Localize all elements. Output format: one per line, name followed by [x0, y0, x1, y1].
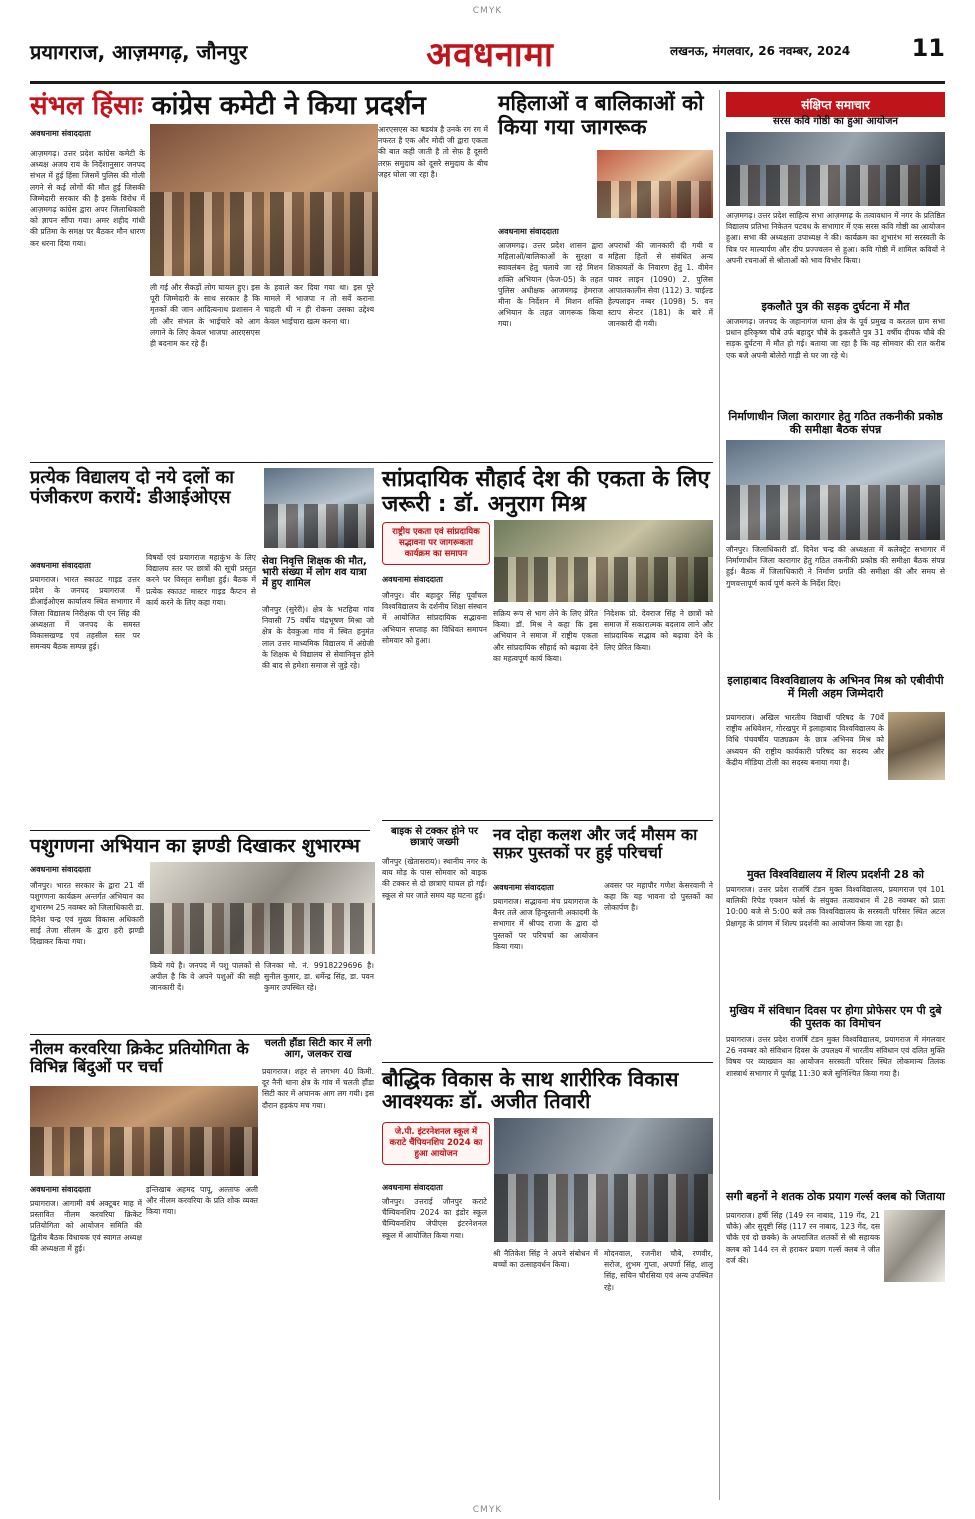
story11-photo: [494, 1118, 713, 1242]
brief3-photo: [726, 440, 945, 540]
story6-photo: [150, 862, 375, 954]
story11-col3: मोदनवाल, रजनीश चौबे, रणवीर, सरोज, शुभम गुप्ता, अपर्णा सिंह, शालू सिंह, सचिन चौरसिया एवं अन्य उपस्थित रहे।: [604, 1249, 713, 1292]
story9-headline: नीलम करवरिया क्रिकेट प्रतियोगिता के विभिन्न बिंदुओं पर चर्चा: [30, 1039, 249, 1076]
story2-col1: आजमगढ़। उत्तर प्रदेश शासन द्वारा महिलाओं/बालिकाओं के सुरक्षा व स्वावलंबन हेतु चलाये जा रहे मिशन शक्ति अभियान (फेज-05) के तहत पुलिस अधीक्षक आजमगढ़ हेमराज मीना के निर्देशन में मिशन शक्ति अभियान के तहत जागरूक किया गया।: [498, 241, 603, 329]
page-number: 11: [911, 34, 945, 62]
newspaper-logo: अवधनामा: [426, 35, 554, 75]
story3-photo: [264, 468, 374, 548]
story3-byline: अवधनामा संवाददाता: [30, 561, 91, 570]
story7-text: जौनपुर (खेतासराय)। स्थानीय नगर के बाय मोड़ के पास सोमवार को बाइक की टक्कर से दो छात्राएं घायल हो गईं। स्कूल से घर जाते समय यह घटना हुई।: [382, 857, 487, 900]
brief6-title: मुखिय में संविधान दिवस पर होगा प्रोफेसर एम पी दुबे की पुस्तक का विमोचन: [729, 1004, 942, 1031]
story6-col2: किये गये है। जनपद में पशु पालकों से अपील है कि वे अपने पशुओं की सही जानकारी दें।: [150, 961, 260, 993]
story4-headline: सेवा निवृत्ति शिक्षक की मौत, भारी संख्या में लोग शव यात्रा में हुए शामिल: [262, 556, 367, 590]
brief1-photo: [726, 132, 945, 206]
story1-col4: आरएसएस का षडयंत्र है उनके रग रग में नफरत है एक और मोदी जी द्वारा एकता की बात कही जाती है तो सेफ़ है दूसरी तरफ़ समुदाय को दूसरे समुदाय के बीच जहर घोला जा रहा है।: [378, 124, 488, 458]
story1-col1: आज़मगढ़। उत्तर प्रदेश कांग्रेस कमेटी के अध्यक्ष अजय राय के निर्देशानुसार जनपद संभल में हुई हिंसा जिसमें पुलिस की गोली लगने से कई लोगों की मौत हुई जिसकी जिम्मेदारी सरकार की है इसके विरोध में आज़मगढ़ कांग्रेस द्वारा अपर जिलाधिकारी को ज्ञापन सौंपा गया। अमर शहीद गांधी की प्रतिमा के समक्ष पर बैठकर मौन धारण कर धरना दिया गया।: [30, 149, 145, 248]
brief7-photo: [884, 1210, 945, 1282]
story11-headline: बौद्धिक विकास के साथ शारीरिक विकास आवश्यकः डॉ. अजीत तिवारी: [382, 1067, 679, 1114]
story6-col1: जौनपुर। भारत सरकार के द्वारा 21 वीं पशुगणना कार्यक्रम अन्तर्गत अभियान का शुभारम्भ 25 नवम्बर को जिलाधिकारी डा. दिनेश चन्द्र एवं मुख्य विकास अधिकारी साई तेजा सीलम के द्वारा हरी झण्डी दिखाकर किया गया।: [30, 881, 144, 947]
story3-col1: प्रयागराज। भारत स्काउट गाइड उत्तर प्रदेश के जनपद प्रयागराज में डीआईओएस कार्यालय स्थित सभागार में जिला विद्यालय निरीक्षक पी एन सिंह की अध्यक्षता में जनपद के समस्त विकासखण्ड एवं तहसील स्तर पर समन्वय बैठक सम्पन्न हुई।: [30, 575, 140, 652]
masthead: [30, 30, 945, 84]
story2-headline: महिलाओं व बालिकाओं को किया गया जागरूक: [498, 91, 704, 139]
story8-headline: नव दोहा कलश और जर्द मौसम का सफ़र पुस्तकों पर हुई परिचर्चा: [493, 825, 698, 862]
brief6-text: प्रयागराज। उत्तर प्रदेश राजर्षि टंडन मुक्त विश्वविद्यालय, प्रयागराज में मंगलवार 26 नवम्बर को संविधान दिवस के उपलक्ष्य में भारतीय संविधान एवं दलित मुक्ति विषय पर व्याख्यान का आयोजन सरस्वती परिसर स्थित लोकमान्य तिलक शास्त्रार्थ सभागार में पूर्वाह्न 11:30 बजे सुनिश्चित किया गया है।: [726, 1035, 945, 1078]
story3-headline: प्रत्येक विद्यालय दो नये दलों का पंजीकरण करायें: डीआईओएस: [30, 467, 234, 509]
brief7-title: सगी बहनों ने शतक ठोक प्रयाग गर्ल्स क्लब को जिताया: [726, 1190, 945, 1203]
brief3-text: जौनपुर। जिलाधिकारी डॉ. दिनेश चन्द्र की अध्यक्षता में कलेक्ट्रेट सभागार में निर्माणाधीन जिला कारागार हेतु गठित तकनीकी प्रकोष्ठ की समीक्षा बैठक संपन्न हुई। बैठक में जिलाधिकारी ने निर्माण प्रगति की समीक्षा की और समय से गुणवत्तापूर्ण कार्य पूर्ण करने के निर्देश दिए।: [726, 545, 945, 588]
brief4-portrait: [888, 712, 945, 780]
dateline: लखनऊ, मंगलवार, 26 नवम्बर, 2024: [670, 44, 851, 58]
brief3-title: निर्माणाधीन जिला कारागार हेतु गठित तकनीकी प्रकोष्ठ की समीक्षा बैठक संपन्न: [728, 410, 943, 437]
brief4-title: इलाहाबाद विश्वविद्यालय के अभिनव मिश्र को एबीवीपी में मिली अहम जिम्मेदारी: [727, 674, 944, 701]
story4-text: जौनपुर (सुरेरी)। क्षेत्र के भटहिया गांव निवासी 75 वर्षीय चंद्रभूषण मिश्रा जो क्षेत्र के देवकुआ गांव में स्थित हनुमंत लाल उत्तर माध्यमिक विद्यालय में अंग्रेजी के शिक्षक थे विद्यालय से सेवानिवृत्त होने की बाद से हमेशा समाज से जुड़े रहे।: [262, 605, 374, 671]
story3-col2: विषयों एवं प्रयागराज महाकुंभ के लिए विद्यालय स्तर पर छात्रों की सूची प्रस्तुत करने पर विस्तृत समीक्षा हुई। बैठक में प्रत्येक स्काउट मास्टर गाइड कैप्टन से कार्य करने के लिए कहा गया।: [146, 553, 256, 607]
story2-col2: अपराधों की जानकारी दी गयी व महिला हितों से संबंधित अन्य शिकायतों के निवारण हेतु 1. वीमेन पावर लाइन (1090) 2. पुलिस आपातकालीन सेवा (112) 3. चाईल्ड हेल्पलाइन नम्बर (1098) 5. वन स्टाप सेन्टर (181) के बारे में जानकारी दी गयी।: [608, 241, 713, 329]
story5-col3: निदेशक प्रो. देवराज सिंह ने छात्रों को समाज में सकारात्मक बदलाव लाने और सांप्रदायिक सद्भाव को बढ़ावा देने के लिए प्रेरित किया।: [604, 609, 713, 652]
story9-col1: प्रयागराज। आगामी वर्ष अक्टूबर माह में प्रस्तावित नीलम करवरिया क्रिकेट प्रतियोगिता को आयोजन समिति की द्वितीय बैठक विधायक एवं स्वागत अध्यक्ष की अध्यक्षता में हुई।: [30, 1199, 142, 1253]
story5-col1: जौनपुर। वीर बहादुर सिंह पूर्वांचल विश्वविद्यालय के दर्शनीय शिक्षा संस्थान में आयोजित सांप्रदायिक सद्भावना अभियान सप्ताह का विधिवत समापन सोमवार को हुआ।: [382, 591, 487, 645]
brief7-text: प्रयागराज। हर्षी सिंह (149 रन नाबाद, 119 गेंद, 21 चौके) और सुदृष्टी सिंह (117 रन नाबाद, 123 गेंद, दस चौके एवं दो छक्के) के अपराजित शतकों से श्री सहायक क्लब को 144 रन से हराकर प्रयाग गर्ल्स क्लब ने जीत दर्ज की।: [726, 1211, 880, 1265]
brief2-text: आजमगढ़। जनपद के जहानागंज थाना क्षेत्र के पूर्व प्रमुख व करतल ग्राम सभा प्रधान हरिकृष्ण चौबे उर्फ बहादुर चौबे के इकलौते पुत्र 31 वर्षीय दीपक चौबे की सड़क दुर्घटना में मौत हो गई। बताया जा रहा है कि वह सोमवार की रात करीब एक बजे अपनी बोलेरो गाड़ी से घर जा रहे थे।: [726, 317, 945, 360]
sidebar-divider: [719, 90, 720, 1500]
brief-news-header: संक्षिप्त समाचार: [726, 92, 945, 117]
story10-headline: चलती हौंडा सिटी कार में लगी आग, जलकर राख: [264, 1038, 372, 1061]
story5-photo: [494, 520, 713, 602]
story1-col2: ली गई और सैकड़ों लोग घायल हुए। इस पूरी जिम्मेदारी के साथ सरकार है कि मृतकों की जान आदित्यनाथ प्रशासन ने ली और संभल के भाईचारे को आग लगाने के लिए केवल भाजपा आरएसएस ही बदनाम कर रहे हैं।: [150, 283, 260, 349]
story9-photo: [30, 1086, 258, 1176]
story1-byline: अवधनामा संवाददाता: [30, 129, 91, 138]
story11-highlight: जे.पी. इंटरनेशनल स्कूल में कराटे चैंपियनशिप 2024 का हुआ आयोजन: [382, 1122, 490, 1165]
story6-col3: जिनका मो. नं. 9918229696 है। सुनील कुमार, डा. धर्मेन्द्र सिंह, डा. पवन कुमार उपस्थित रहे।: [264, 961, 374, 993]
brief1-title: सरस कवि गोष्ठी का हुआ आयोजन: [773, 116, 898, 127]
story2-photo: [597, 150, 713, 218]
story8-col2: अवसर पर महापौर गणेश केसरवानी ने कहा कि यह भावना दो पुस्तकों का लोकार्पण है।: [604, 881, 713, 913]
section-rule-5: [382, 1062, 713, 1063]
section-rule-4: [30, 1034, 370, 1035]
cmyk-mark-bottom: CMYK: [472, 1505, 503, 1515]
brief2-title: इकलौते पुत्र की सड़क दुर्घटना में मौत: [761, 300, 910, 313]
story1-headline: संभल हिंसाः कांग्रेस कमेटी ने किया प्रदर्शन: [30, 91, 426, 121]
story6-headline: पशुगणना अभियान का झण्डी दिखाकर शुभारम्भ: [30, 835, 360, 857]
story7-headline: बाइक से टक्कर होने पर छात्राएं जख्मी: [390, 826, 479, 849]
story1-col3: के हवाले कर दिया गया था। इस पूरे मामले में भाजपा न तो सर्वे कराना चाहती थी न ही रोकना उसका उद्देश्य केवल भाईचारा खत्म करना था।: [264, 283, 374, 326]
story11-byline: अवधनामा संवाददाता: [382, 1183, 443, 1192]
section-rule-1: [30, 462, 713, 463]
story8-byline: अवधनामा संवाददाता: [493, 883, 554, 892]
story5-byline: अवधनामा संवाददाता: [382, 575, 443, 584]
brief5-text: प्रयागराज। उत्तर प्रदेश राजर्षि टंडन मुक्त विश्वविद्यालय, प्रयागराज एवं 101 बालिकी रिपेड एक्शन फोर्स के संयुक्त तत्वावधान में 28 नवम्बर को प्रातः 10:00 बजे से 5:00 बजे तक विश्वविद्यालय के सरस्वती परिसर स्थित अटल प्रेक्षागृह के प्रांगण में शिल्प प्रदर्शनी का आयोजन किया जा रहा है।: [726, 885, 945, 928]
cmyk-mark-top: CMYK: [472, 6, 503, 16]
edition-name: प्रयागराज, आज़मगढ़, जौनपुर: [30, 40, 248, 64]
story9-col2: इन्तिखाब अहमद पापू, अल्ताफ अली और नीलम करवरिया के प्रति शोक व्यक्त किया गया।: [146, 1185, 258, 1217]
story6-byline: अवधनामा संवाददाता: [30, 865, 91, 874]
story11-col1: जौनपुर। उत्तराई जौनपुर कराटे चैम्पियनशिप 2024 का इंडोर स्कूल चैम्पियनशिप जेपीएस इंटरनेशनल स्कूल में आयोजित किया गया।: [382, 1197, 487, 1240]
brief4-text: प्रयागराज। अखिल भारतीय विद्यार्थी परिषद के 70वें राष्ट्रीय अधिवेशन, गोरखपुर में इलाहाबाद विश्वविद्यालय के विधि पंचवर्षीय पाठ्यक्रम के छात्र अभिनव मिश्र को अध्ययन की राष्ट्रीय कार्यकारी परिषद का सदस्य और केंद्रीय मीडिया टोली का सदस्य बनाया गया है।: [726, 713, 884, 767]
story5-headline: सांप्रदायिक सौहार्द देश की एकता के लिए जरूरी : डॉ. अनुराग मिश्र: [382, 467, 710, 517]
section-rule-2: [30, 830, 370, 831]
brief5-title: मुक्त विश्वविद्यालय में शिल्प प्रदर्शनी 28 को: [746, 868, 925, 881]
story10-text: प्रयागराज। शहर से लगभग 40 किमी. दूर नैनी थाना क्षेत्र के गांव में चलती हौंडा सिटी कार में अचानक आग लग गयी। इस दौरान हड़कंप मच गया।: [262, 1067, 374, 1110]
story5-highlight: राष्ट्रीय एकता एवं सांप्रदायिक सद्भावना पर जागरूकता कार्यक्रम का समापन: [382, 522, 490, 565]
story5-col2: सक्रिय रूप से भाग लेने के लिए प्रेरित किया। डॉ. मिश्र ने कहा कि इस अभियान ने समाज में राष्ट्रीय एकता और सांप्रदायिक सौहार्द को बढ़ावा देने का महत्वपूर्ण कार्य किया।: [493, 609, 598, 663]
story2-byline: अवधनामा संवाददाता: [498, 227, 559, 236]
story9-byline: अवधनामा संवाददाता: [30, 1185, 91, 1194]
section-rule-3: [382, 820, 713, 821]
story8-col1: प्रयागराज। सद्भावना मंच प्रयागराज के बैनर तले आज हिन्दुस्तानी अकादमी के सभागार में श्रीपद राजा के द्वारा दो पुस्तकों पर परिचर्चा का आयोजन किया गया।: [493, 897, 598, 951]
story11-col2: श्री नैतिकेश सिंह ने अपने संबोधन में बच्चों का उत्साहवर्धन किया।: [493, 1249, 598, 1270]
brief1-text: आज़मगढ़। उत्तर प्रदेश साहित्य सभा आज़मगढ़ के तत्वावधान में नगर के प्रतिष्ठित विद्यालय प्रतिभा निकेतन पटवध के सभागार में एक सरस कवि गोष्ठी का आयोजन हुआ। सभा की अध्यक्षता उपाध्यक्ष ने की। कार्यक्रम का शुभारंभ मां सरस्वती के चित्र पर माल्यार्पण और दीप प्रज्ज्वलन से हुआ। कवि गोष्ठी में शामिल कवियों ने अपनी रचनाओं से श्रोताओं को भाव विभोर किया।: [726, 211, 945, 265]
